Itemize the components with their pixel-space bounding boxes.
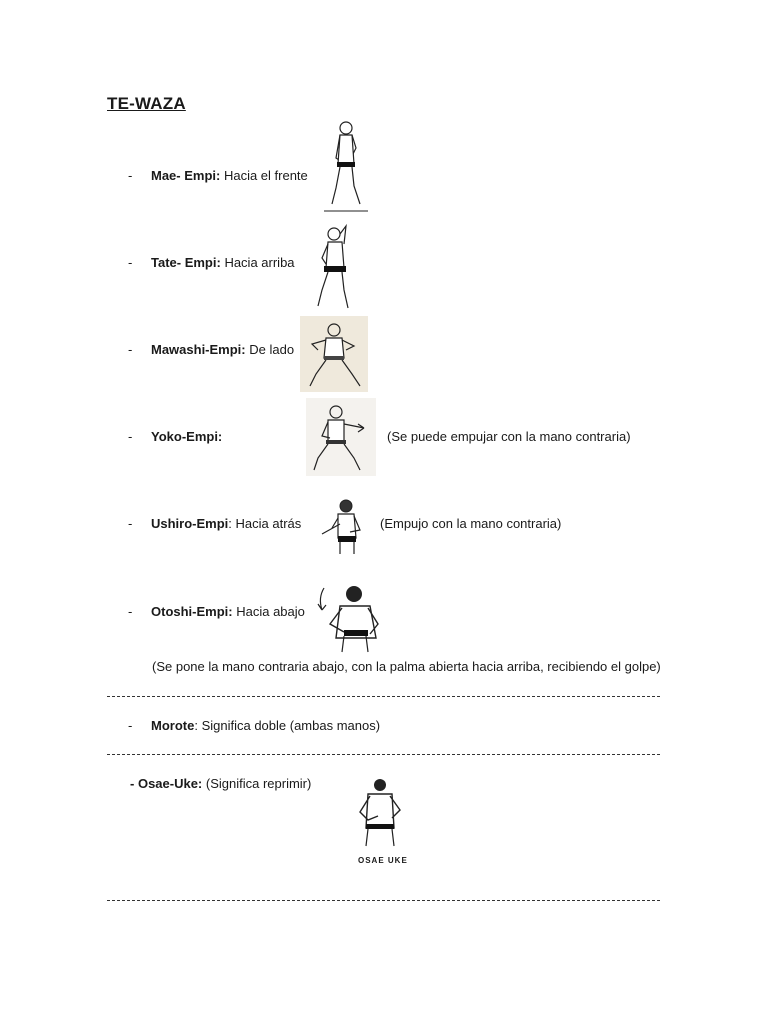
list-dash: -	[128, 718, 133, 733]
list-item-morote	[128, 718, 380, 734]
term-label: Morote	[151, 718, 195, 733]
page-title: TE-WAZA	[107, 94, 186, 113]
osae-uke-figure	[354, 776, 410, 850]
list-item-ushiro-empi	[128, 516, 301, 532]
dashed-separator	[107, 900, 660, 901]
otoshi-empi-note: (Se pone la mano contraria abajo, con la palma abierta hacia arriba, recibiendo el golpe)	[152, 659, 661, 674]
term-label: Mawashi-Empi:	[151, 342, 246, 357]
list-dash: -	[128, 342, 133, 357]
term-label: Yoko-Empi:	[151, 429, 223, 444]
term-label: Osae-Uke:	[137, 776, 203, 791]
list-item-tate-empi	[128, 255, 295, 271]
yoko-empi-figure	[306, 398, 376, 476]
osae-uke-caption: OSAE UKE	[358, 856, 408, 865]
list-item-osae-uke	[130, 776, 311, 792]
list-item-otoshi-empi	[128, 604, 305, 620]
ushiro-empi-figure	[320, 494, 368, 556]
term-description: : Hacia atrás	[228, 516, 302, 531]
term-description: Hacia abajo	[232, 604, 305, 619]
term-label: Ushiro-Empi	[151, 516, 229, 531]
list-dash: -	[128, 168, 133, 183]
mae-empi-figure	[322, 118, 370, 214]
list-item-mawashi-empi	[128, 342, 294, 358]
dashed-separator	[107, 696, 660, 697]
term-label: Mae- Empi:	[151, 168, 221, 183]
mawashi-empi-figure	[300, 316, 368, 392]
term-description: Hacia arriba	[220, 255, 295, 270]
term-label: Otoshi-Empi:	[151, 604, 233, 619]
term-description: : Significa doble (ambas manos)	[194, 718, 381, 733]
list-dash: -	[128, 255, 133, 270]
term-description: (Significa reprimir)	[202, 776, 312, 791]
list-dash: -	[128, 516, 133, 531]
list-item-yoko-empi	[128, 429, 222, 445]
otoshi-empi-figure	[314, 578, 394, 654]
list-dash: -	[128, 604, 133, 619]
tate-empi-figure	[314, 222, 358, 312]
term-description: Hacia el frente	[220, 168, 308, 183]
dashed-separator	[107, 754, 660, 755]
term-prefix: -	[130, 776, 138, 791]
list-dash: -	[128, 429, 133, 444]
term-label: Tate- Empi:	[151, 255, 221, 270]
list-item-mae-empi	[128, 168, 308, 184]
ushiro-empi-note: (Empujo con la mano contraria)	[380, 516, 562, 531]
yoko-empi-note: (Se puede empujar con la mano contraria)	[387, 429, 631, 444]
term-description: De lado	[245, 342, 295, 357]
